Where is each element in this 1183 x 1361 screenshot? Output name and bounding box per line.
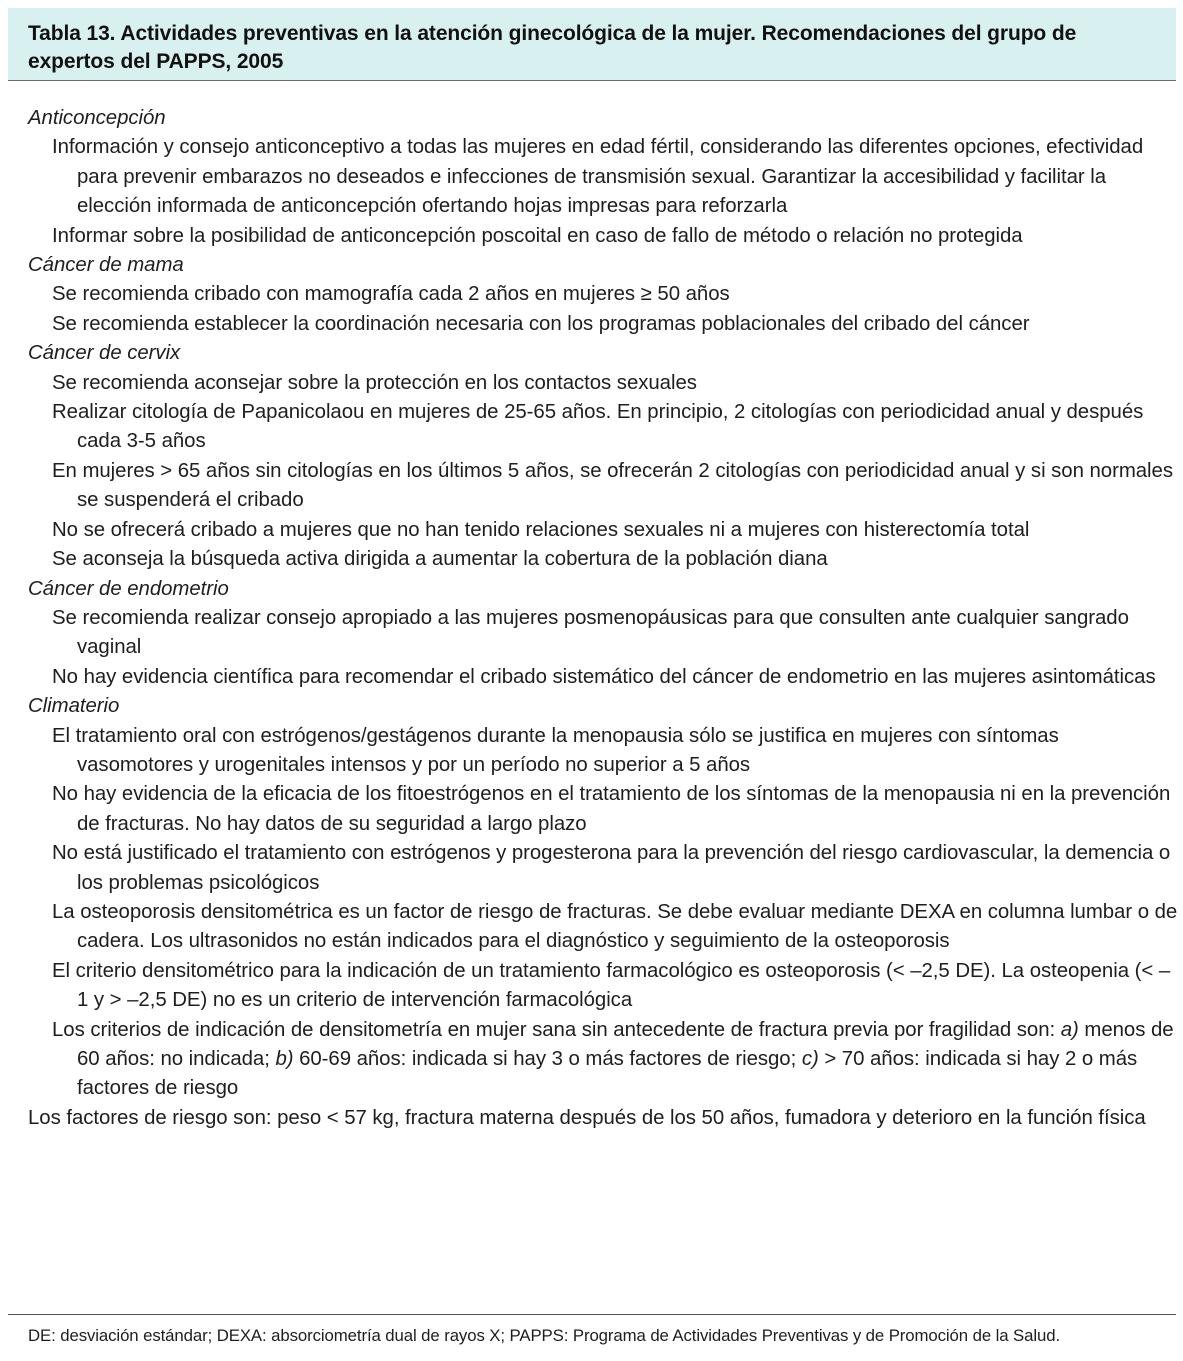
criterion-a-text: menos de 60 años: no indicada; [77, 1018, 1174, 1070]
list-item: Informar sobre la posibilidad de anticoncepción poscoital en caso de fallo de método o relación no protegida [52, 224, 1023, 247]
list-item: La osteoporosis densitométrica es un factor de riesgo de fracturas. Se debe evaluar mediante DEXA en columna lumbar o de cadera. Los ultrasonidos no están indicados para el diagnóstico y seguimiento de la osteoporosis [52, 900, 1178, 953]
table-title: Tabla 13. Actividades preventivas en la atención ginecológica de la mujer. Recomendaciones del grupo de expertos del PAPPS, 2005 [28, 22, 1077, 73]
criterion-c-label: c) [801, 1048, 819, 1070]
section-heading-anticoncepcion: Anticoncepción [28, 107, 166, 129]
list-item: No hay evidencia de la eficacia de los fitoestrógenos en el tratamiento de los síntomas de la menopausia ni en la prevención de fracturas. No hay datos de su seguridad a largo plazo [52, 783, 1171, 835]
section-heading-cancer-mama: Cáncer de mama [28, 254, 184, 277]
list-item: No hay evidencia científica para recomendar el cribado sistemático del cáncer de endometrio en las mujeres asintomáticas [52, 665, 1156, 688]
densitometry-criteria-item [28, 1016, 1178, 1104]
section-heading-cancer-endometrio: Cáncer de endometrio [28, 577, 229, 600]
list-item: Se recomienda cribado con mamografía cada 2 años en mujeres ≥ 50 años [52, 283, 730, 306]
list-item: No está justificado el tratamiento con estrógenos y progesterona para la prevención del riesgo cardiovascular, la demencia o los problemas psicológicos [52, 842, 1171, 894]
list-item: El tratamiento oral con estrógenos/gestágenos durante la menopausia sólo se justifica en mujeres con síntomas vasomotores y urogenitales intensos y por un período no superior a 5 años [52, 724, 1059, 776]
list-item: No se ofrecerá cribado a mujeres que no han tenido relaciones sexuales ni a mujeres con histerectomía total [52, 518, 1030, 541]
list-item: En mujeres > 65 años sin citologías en los últimos 5 años, se ofrecerán 2 citologías con periodicidad anual y si son normales se suspenderá el cribado [52, 459, 1173, 512]
list-item: Se recomienda aconsejar sobre la protección en los contactos sexuales [52, 371, 697, 394]
list-item: El criterio densitométrico para la indicación de un tratamiento farmacológico es osteoporosis (< –2,5 DE). La osteopenia (< –1 y > –2,5 DE) no es un criterio de intervención farmacológica [52, 959, 1171, 1012]
criterion-b-label: b) [275, 1048, 294, 1070]
criterion-a-label: a) [1060, 1018, 1079, 1041]
risk-factors: Los factores de riesgo son: peso < 57 kg, fractura materna después de los 50 años, fumadora y deterioro en la función física [28, 1106, 1146, 1129]
list-item: Información y consejo anticonceptivo a todas las mujeres en edad fértil, considerando las diferentes opciones, efectividad para prevenir embarazos no deseados e infecciones de transmisión sexual. Garantizar la accesibilidad y facilitar la elección informada de anticoncepción ofertando hojas impresas para reforzarla [52, 136, 1144, 218]
section-heading-cancer-cervix: Cáncer de cervix [28, 342, 181, 365]
list-item: Realizar citología de Papanicolaou en mujeres de 25-65 años. En principio, 2 citologías con periodicidad anual y después cada 3-5 años [52, 401, 1144, 453]
criterion-c-text: > 70 años: indicada si hay 2 o más factores de riesgo [77, 1048, 1138, 1100]
list-item: Se recomienda establecer la coordinación necesaria con los programas poblacionales del cribado del cáncer [52, 312, 1030, 335]
list-item: Se aconseja la búsqueda activa dirigida a aumentar la cobertura de la población diana [52, 548, 828, 571]
criterion-b-text: 60-69 años: indicada si hay 3 o más factores de riesgo; [293, 1048, 802, 1070]
footer-divider [8, 1314, 1176, 1315]
section-heading-climaterio: Climaterio [28, 695, 120, 718]
table-body [28, 104, 1178, 1133]
densitometry-intro: Los criterios de indicación de densitometría en mujer sana sin antecedente de fractura previa por fragilidad son: [52, 1018, 1061, 1041]
footnote: DE: desviación estándar; DEXA: absorciometría dual de rayos X; PAPPS: Programa de Actividades Preventivas y de Promoción de la Salud. [28, 1326, 1061, 1345]
table-header [8, 8, 1176, 81]
list-item: Se recomienda realizar consejo apropiado a las mujeres posmenopáusicas para que consulten ante cualquier sangrado vaginal [52, 606, 1129, 659]
